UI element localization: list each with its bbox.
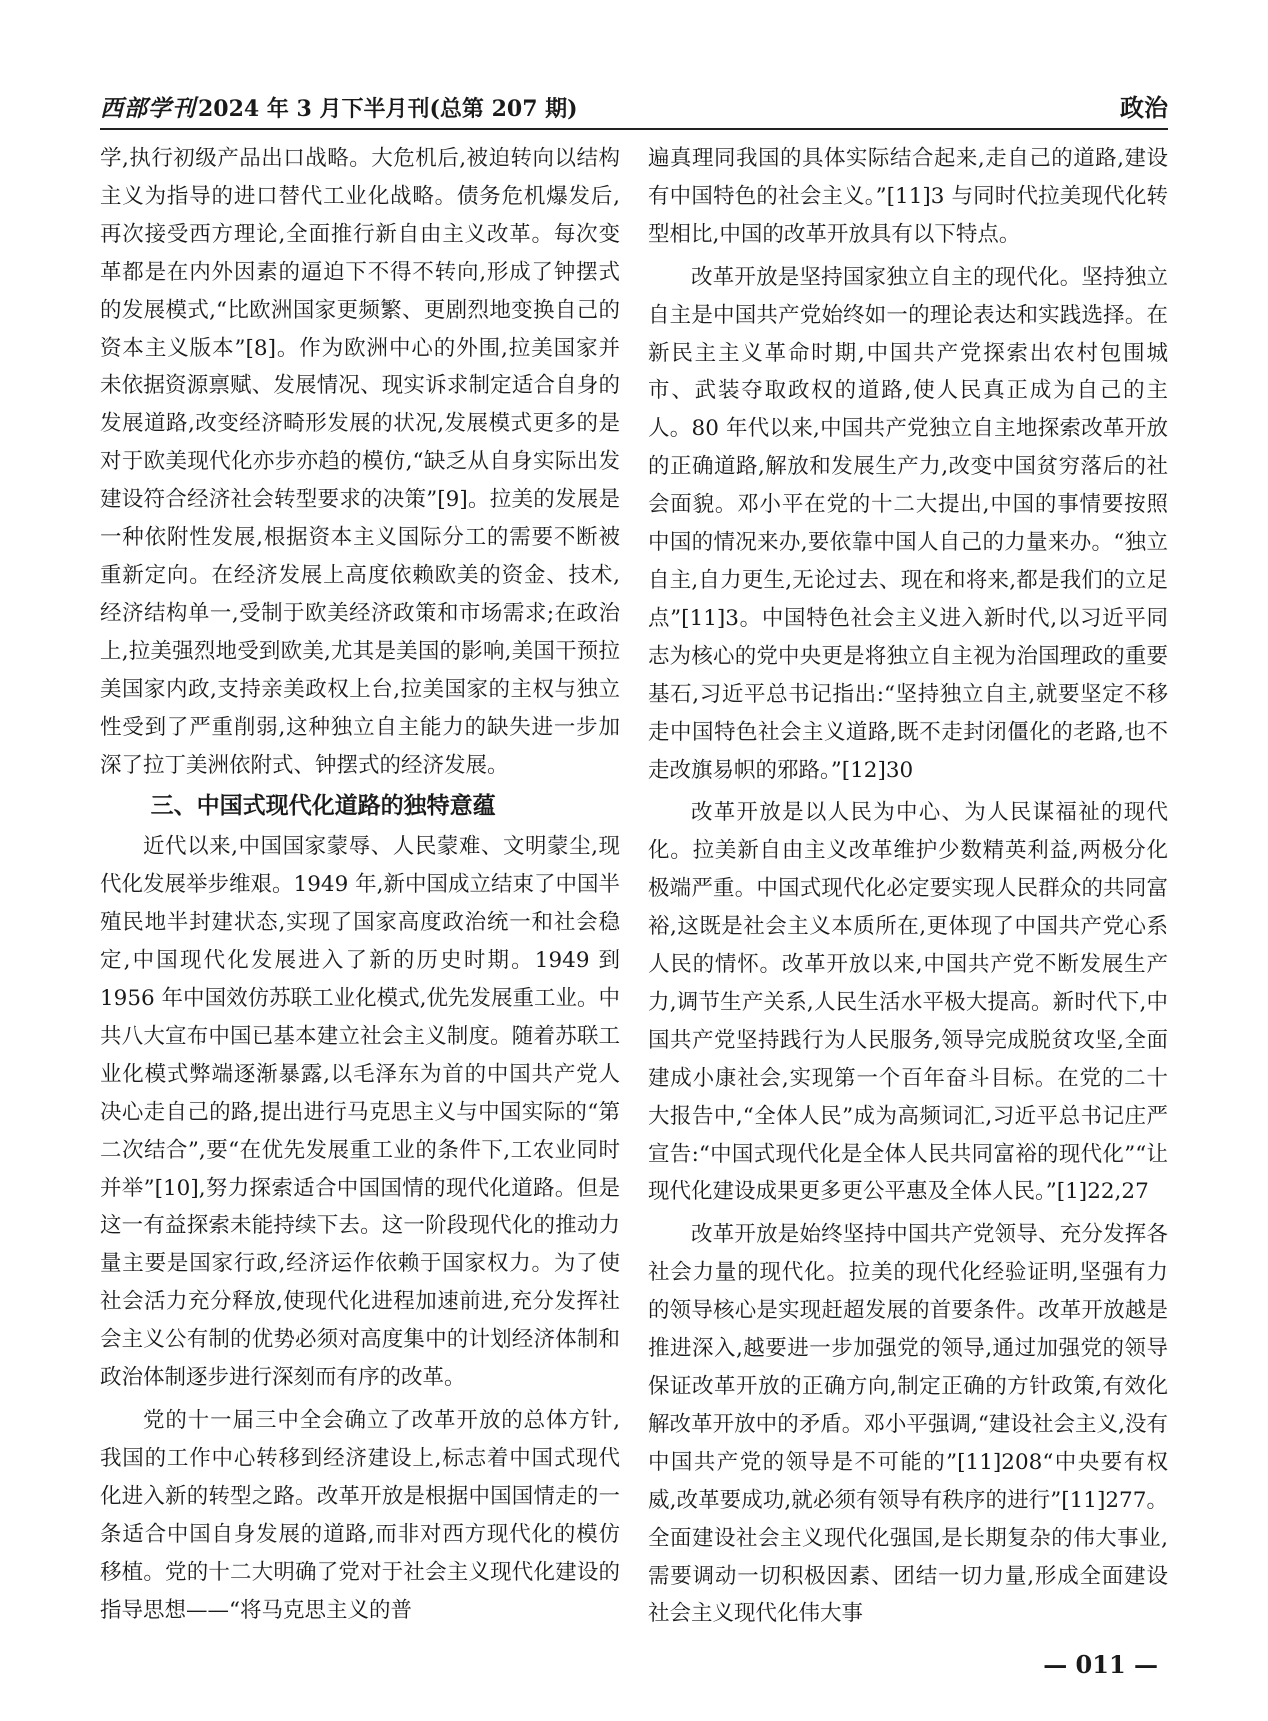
paragraph: 改革开放是始终坚持中国共产党领导、充分发挥各社会力量的现代化。拉美的现代化经验证明,坚强有力的领导核心是实现赶超发展的首要条件。改革开放越是推进深入,越要进一步加强党的领导,通过加强党的领导保证改革开放的正确方向,制定正确的方针政策,有效化解改革开放中的矛盾。邓小平强调,“建设社会主义,没有中国共产党的领导是不可能的”[11]208“中央要有权威,改革要成功,就必须有领导有秩序的进行”[11]277。全面建设社会主义现代化强国,是长期复杂的伟大事业,需要调动一切积极因素、团结一切力量,形成全面建设社会主义现代化伟大事: [648, 1222, 1168, 1627]
page-number: — 011 —: [1043, 1650, 1158, 1679]
left-column: [100, 140, 620, 1629]
paragraph: 党的十一届三中全会确立了改革开放的总体方针,我国的工作中心转移到经济建设上,标志着中国式现代化进入新的转型之路。改革开放是根据中国国情走的一条适合中国自身发展的道路,而非对西方现代化的模仿移植。党的十二大明确了党对于社会主义现代化建设的指导思想——“将马克思主义的普: [100, 1408, 620, 1623]
paragraph: 遍真理同我国的具体实际结合起来,走自己的道路,建设有中国特色的社会主义。”[11]3 与同时代拉美现代化转型相比,中国的改革开放具有以下特点。: [648, 146, 1168, 247]
issue-info: 2024 年 3 月下半月刊(总第 207 期): [198, 96, 578, 122]
paragraph: 改革开放是坚持国家独立自主的现代化。坚持独立自主是中国共产党始终如一的理论表达和实践选择。在新民主主义革命时期,中国共产党探索出农村包围城市、武装夺取政权的道路,使人民真正成为自己的主人。80 年代以来,中国共产党独立自主地探索改革开放的正确道路,解放和发展生产力,改变中国贫穷落后的社会面貌。邓小平在党的十二大提出,中国的事情要按照中国的情况来办,要依靠中国人自己的力量来办。“独立自主,自力更生,无论过去、现在和将来,都是我们的立足点”[11]3。中国特色社会主义进入新时代,以习近平同志为核心的党中央更是将独立自主视为治国理政的重要基石,习近平总书记指出:“坚持独立自主,就要坚定不移走中国特色社会主义道路,既不走封闭僵化的老路,也不走改旗易帜的邪路。”[12]30: [648, 264, 1168, 783]
right-column: [648, 140, 1168, 1633]
journal-logo: 西部学刊: [100, 95, 196, 122]
paragraph: 学,执行初级产品出口战略。大危机后,被迫转向以结构主义为指导的进口替代工业化战略。债务危机爆发后,再次接受西方理论,全面推行新自由主义改革。每次变革都是在内外因素的逼迫下不得不转向,形成了钟摆式的发展模式,“比欧洲国家更频繁、更剧烈地变换自己的资本主义版本”[8]。作为欧洲中心的外围,拉美国家并未依据资源禀赋、发展情况、现实诉求制定适合自身的发展道路,改变经济畸形发展的状况,发展模式更多的是对于欧美现代化亦步亦趋的模仿,“缺乏从自身实际出发建设符合经济社会转型要求的决策”[9]。拉美的发展是一种依附性发展,根据资本主义国际分工的需要不断被重新定向。在经济发展上高度依赖欧美的资金、技术,经济结构单一,受制于欧美经济政策和市场需求;在政治上,拉美强烈地受到欧美,尤其是美国的影响,美国干预拉美国家内政,支持亲美政权上台,拉美国家的主权与独立性受到了严重削弱,这种独立自主能力的缺失进一步加深了拉丁美洲依附式、钟摆式的经济发展。: [100, 146, 620, 778]
header-rule: [100, 128, 1168, 130]
page-header: [100, 82, 1168, 132]
paragraph: 近代以来,中国国家蒙辱、人民蒙难、文明蒙尘,现代化发展举步维艰。1949 年,新中国成立结束了中国半殖民地半封建状态,实现了国家高度政治统一和社会稳定,中国现代化发展进入了新的历史时期。1949 到 1956 年中国效仿苏联工业化模式,优先发展重工业。中共八大宣布中国已基本建立社会主义制度。随着苏联工业化模式弊端逐渐暴露,以毛泽东为首的中国共产党人决心走自己的路,提出进行马克思主义与中国实际的“第二次结合”,要“在优先发展重工业的条件下,工农业同时并举”[10],努力探索适合中国国情的现代化道路。但是这一有益探索未能持续下去。这一阶段现代化的推动力量主要是国家行政,经济运作依赖于国家权力。为了使社会活力充分释放,使现代化进程加速前进,充分发挥社会主义公有制的优势必须对高度集中的计划经济体制和政治体制逐步进行深刻而有序的改革。: [100, 834, 620, 1391]
section-heading: 三、中国式现代化道路的独特意蕴: [150, 793, 496, 820]
section-label: 政治: [1120, 93, 1168, 122]
paragraph: 改革开放是以人民为中心、为人民谋福祉的现代化。拉美新自由主义改革维护少数精英利益,两极分化极端严重。中国式现代化必定要实现人民群众的共同富裕,这既是社会主义本质所在,更体现了中国共产党心系人民的情怀。改革开放以来,中国共产党不断发展生产力,调节生产关系,人民生活水平极大提高。新时代下,中国共产党坚持践行为人民服务,领导完成脱贫攻坚,全面建成小康社会,实现第一个百年奋斗目标。在党的二十大报告中,“全体人民”成为高频词汇,习近平总书记庄严宣告:“中国式现代化是全体人民共同富裕的现代化”“让现代化建设成果更多更公平惠及全体人民。”[1]22,27: [648, 800, 1168, 1205]
journal-issue-info: [100, 90, 578, 123]
